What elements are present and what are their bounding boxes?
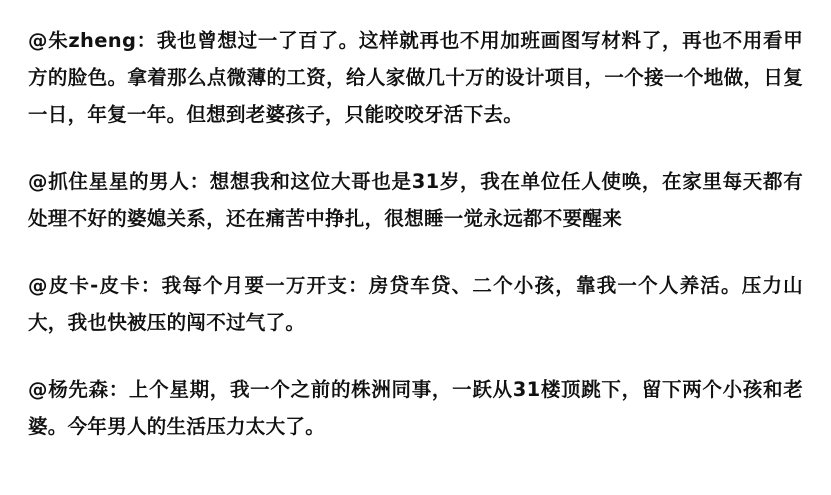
comment-author-handle: @抓住星星的男人： <box>28 170 210 193</box>
comment-item <box>28 22 803 133</box>
comment-item <box>28 163 803 237</box>
comment-author-handle: @朱zheng： <box>28 29 157 52</box>
comment-author-handle: @皮卡-皮卡： <box>28 274 162 297</box>
comment-author-handle: @杨先森： <box>28 378 129 401</box>
comment-body: 想想我和这位大哥也是31岁，我在单位任人使唤，在家里每天都有处理不好的婆媳关系，还在痛苦中挣扎，很想睡一觉永远都不要醒来 <box>28 170 803 230</box>
comment-body: 我每个月要一万开支：房贷车贷、二个小孩，靠我一个人养活。压力山大，我也快被压的闯不过气了。 <box>28 274 803 334</box>
comment-body: 我也曾想过一了百了。这样就再也不用加班画图写材料了，再也不用看甲方的脸色。拿着那么点微薄的工资，给人家做几十万的设计项目，一个接一个地做，日复一日，年复一年。但想到老婆孩子，只能咬咬牙活下去。 <box>28 29 803 126</box>
comment-body: 上个星期，我一个之前的株洲同事，一跃从31楼顶跳下，留下两个小孩和老婆。今年男人的生活压力太大了。 <box>28 378 803 438</box>
comment-item <box>28 267 803 341</box>
comment-item <box>28 371 803 445</box>
